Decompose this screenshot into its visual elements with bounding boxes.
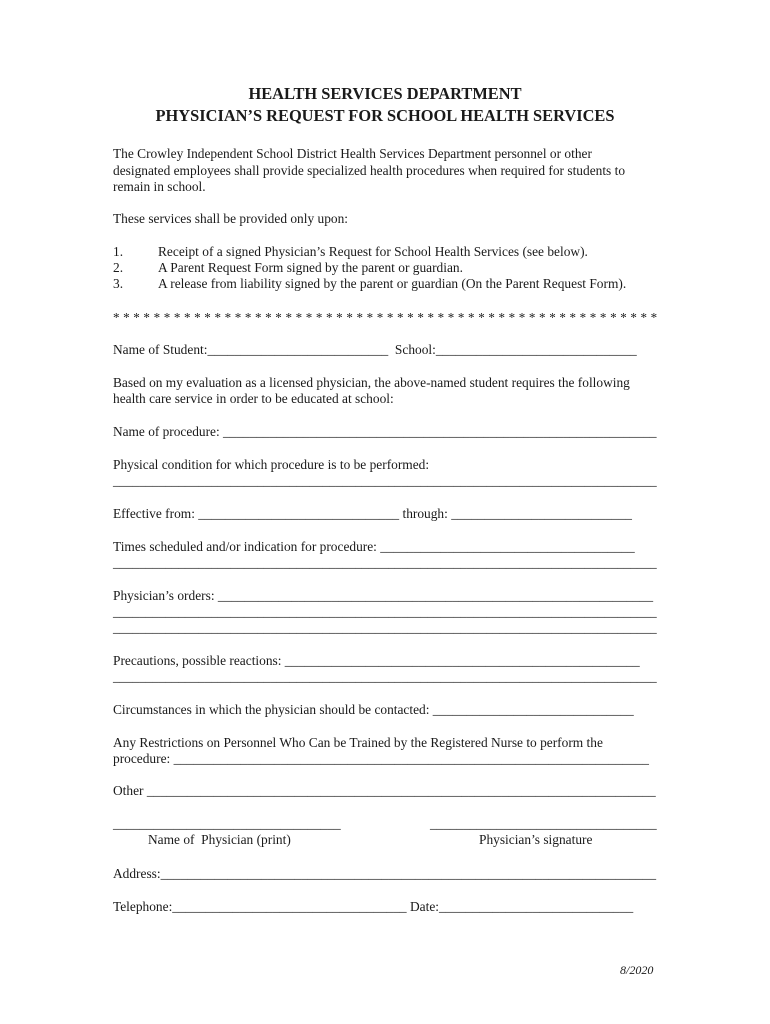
physician-name-line[interactable]: __________________________________ [113, 816, 341, 831]
list-item-1: Receipt of a signed Physician’s Request for School Health Services (see below). [158, 244, 588, 259]
precautions-field[interactable]: Precautions, possible reactions: _____________________________________________________ [113, 653, 640, 668]
physician-signature-label: Physician’s signature [479, 832, 593, 847]
effective-dates-field[interactable]: Effective from: ______________________________ through: ___________________________ [113, 506, 632, 521]
physician-orders-line-1[interactable]: ___________________________________________________________________________________ [113, 604, 657, 619]
intro-line-2: designated employees shall provide specialized health procedures when required for students to [113, 163, 626, 178]
telephone-date-field[interactable]: Telephone:___________________________________ Date:_____________________________ [113, 899, 634, 914]
physician-orders-line-2[interactable]: ___________________________________________________________________________________ [113, 620, 657, 635]
intro-line-3: remain in school. [113, 179, 206, 194]
circumstances-field[interactable]: Circumstances in which the physician should be contacted: ______________________________ [113, 702, 634, 717]
physician-name-label: Name of Physician (print) [148, 832, 291, 847]
revision-date: 8/2020 [620, 963, 654, 977]
other-field[interactable]: Other ____________________________________________________________________________ [113, 783, 656, 798]
department-title: HEALTH SERVICES DEPARTMENT [248, 84, 522, 103]
physician-signature-line[interactable]: __________________________________ [430, 816, 657, 831]
list-item-3: A release from liability signed by the parent or guardian (On the Parent Request Form). [158, 276, 627, 291]
asterisk-separator: * * * * * * * * * * * * * * * * * * * * * * * * * * * * * * * * * * * * * * * * * * * * * * * * * * * * * * [113, 310, 658, 325]
condition-label: Physical condition for which procedure is to be performed: [113, 457, 430, 472]
physician-orders-field[interactable]: Physician’s orders: _________________________________________________________________ [113, 588, 654, 603]
procedure-name-field[interactable]: Name of procedure: _________________________________________________________________ [113, 424, 657, 439]
condition-field[interactable]: ___________________________________________________________________________________ [113, 473, 657, 488]
student-school-field[interactable]: Name of Student:___________________________ School:______________________________ [113, 342, 637, 357]
list-item-2: A Parent Request Form signed by the parent or guardian. [158, 260, 463, 275]
restrictions-label: Any Restrictions on Personnel Who Can be Trained by the Registered Nurse to perform the [113, 735, 603, 750]
list-number-3: 3. [113, 276, 124, 291]
form-title: PHYSICIAN’S REQUEST FOR SCHOOL HEALTH SERVICES [155, 106, 615, 125]
restrictions-field[interactable]: procedure: _______________________________________________________________________ [113, 751, 649, 766]
address-field[interactable]: Address:__________________________________________________________________________ [113, 866, 657, 881]
evaluation-line-2: health care service in order to be educated at school: [113, 391, 394, 406]
times-scheduled-field[interactable]: Times scheduled and/or indication for procedure: ______________________________________ [113, 539, 635, 554]
evaluation-line-1: Based on my evaluation as a licensed physician, the above-named student requires the following [113, 375, 630, 390]
precautions-line[interactable]: ___________________________________________________________________________________ [113, 669, 657, 684]
intro-line-1: The Crowley Independent School District Health Services Department personnel or other [113, 146, 592, 161]
list-number-1: 1. [113, 244, 124, 259]
list-number-2: 2. [113, 260, 124, 275]
provided-upon-text: These services shall be provided only upon: [113, 211, 349, 226]
times-scheduled-line[interactable]: ___________________________________________________________________________________ [113, 555, 657, 570]
